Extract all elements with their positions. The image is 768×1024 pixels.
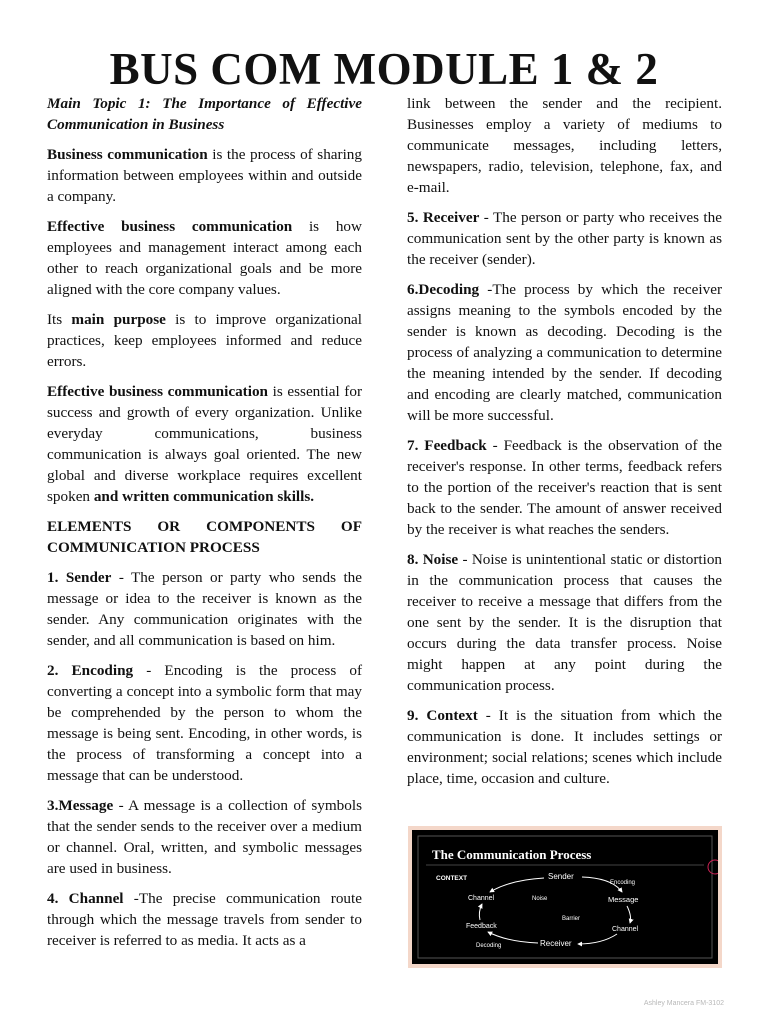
emphasis: and written communication skills.	[93, 488, 315, 505]
term: 9. Context	[407, 707, 478, 724]
label-sender: Sender	[548, 872, 574, 881]
label-channel-right: Channel	[612, 926, 639, 933]
definition: - Feedback is the observation of the receiver's response. In other terms, feedback refers to the portion of the receiver's reaction that is sent back to the sender. The amount of answer received by the receiver is what reaches the senders.	[407, 437, 723, 538]
label-receiver: Receiver	[540, 939, 572, 948]
term: Effective business communication	[47, 383, 269, 400]
element-context	[407, 705, 722, 789]
element-message	[47, 795, 362, 879]
label-barrier: Barrier	[562, 916, 581, 922]
definition: - It is the situation from which the communication is done. It includes settings or environment; social relations; scenes which include place, time, occasion and culture.	[407, 707, 722, 787]
definition: - A message is a collection of symbols that the sender sends to the receiver over a medium or channel. Oral, written, and symbolic messages are used in business.	[47, 797, 362, 877]
label-message: Message	[608, 895, 639, 904]
term: 6.Decoding	[407, 281, 480, 298]
label-noise: Noise	[532, 896, 548, 902]
paragraph-essential	[47, 381, 362, 507]
term: 2. Encoding	[47, 662, 134, 679]
diagram-graphic	[412, 830, 718, 964]
definition: - The person or party who sends the message or idea to the receiver is known as the sender. Any communication originates with the sender, and all communication is based on him.	[47, 569, 363, 649]
term: 4. Channel	[47, 890, 124, 907]
elements-heading: ELEMENTS OR COMPONENTS OF COMMUNICATION PROCESS	[47, 518, 362, 556]
term: Effective business communication	[47, 218, 293, 235]
term: 5. Receiver	[407, 209, 480, 226]
right-column	[407, 93, 722, 798]
label-decoding: Decoding	[476, 943, 502, 949]
definition: - Encoding is the process of converting a concept into a symbolic form that may be comprehended by the person to whom the message is being sent. Encoding, in other words, is the process of transforming a concept into a message that can be understood.	[47, 662, 362, 784]
paragraph-business-communication	[47, 144, 362, 207]
paragraph-effective-communication	[47, 216, 362, 300]
main-topic: Main Topic 1: The Importance of Effective Communication in Business	[47, 95, 362, 133]
left-column	[47, 93, 362, 960]
definition: - The person or party who receives the communication sent by the other party is known as the receiver (sender).	[407, 209, 722, 268]
paragraph-main-purpose	[47, 309, 362, 372]
diagram-title: The Communication Process	[432, 847, 592, 862]
communication-process-diagram	[408, 826, 722, 968]
term: 7. Feedback	[407, 437, 487, 454]
definition: -The process by which the receiver assigns meaning to the symbols encoded by the sender is known as decoding. Decoding is the process of analyzing a communication to determine the meaning intended by the sender. If decoding and encoding are clearly matched, communication will be more successful.	[407, 281, 722, 424]
element-channel	[47, 888, 362, 951]
document-title: BUS COM MODULE 1 & 2	[109, 44, 659, 94]
element-sender	[47, 567, 362, 651]
footer-credit: Ashley Mancera FM-3102	[643, 1000, 724, 1007]
term: main purpose	[71, 311, 166, 328]
label-context: CONTEXT	[436, 875, 468, 882]
definition: -The precise communication route through which the message travels from sender to receiver is referred to as media. It acts as a	[47, 890, 362, 949]
element-noise	[407, 549, 722, 696]
term: 3.Message	[47, 797, 114, 814]
label-channel-left: Channel	[468, 895, 495, 902]
element-decoding	[407, 279, 722, 426]
definition: is the process of sharing information between employees within and outside a company.	[47, 146, 362, 205]
definition: - Noise is unintentional static or distortion in the communication process that causes the receiver to receive a message that differs from the one sent by the sender. It is the disruption that occurs during the data transfer process. Noise might happen at any point during the communication process.	[407, 551, 723, 694]
label-encoding: Encoding	[610, 880, 636, 886]
definition: is essential for success and growth of every organization. Unlike everyday communications, business communication is always goal oriented. The new global and diverse workplace requires excellent spoken	[47, 383, 362, 505]
element-feedback	[407, 435, 722, 540]
label-feedback: Feedback	[466, 923, 497, 930]
element-encoding	[47, 660, 362, 786]
prefix: Its	[47, 311, 72, 328]
term: 1. Sender	[47, 569, 112, 586]
channel-continued: link between the sender and the recipient. Businesses employ a variety of mediums to communicate messages, including letters, newspapers, radio, television, telephone, fax, and e-mail.	[407, 95, 722, 196]
term: Business communication	[47, 146, 208, 163]
term: 8. Noise	[407, 551, 459, 568]
element-receiver	[407, 207, 722, 270]
definition: is to improve organizational practices, keep employees informed and reduce errors.	[47, 311, 362, 370]
definition: is how employees and management interact among each other to reach organizational goals and be more aligned with the core company values.	[47, 218, 362, 298]
